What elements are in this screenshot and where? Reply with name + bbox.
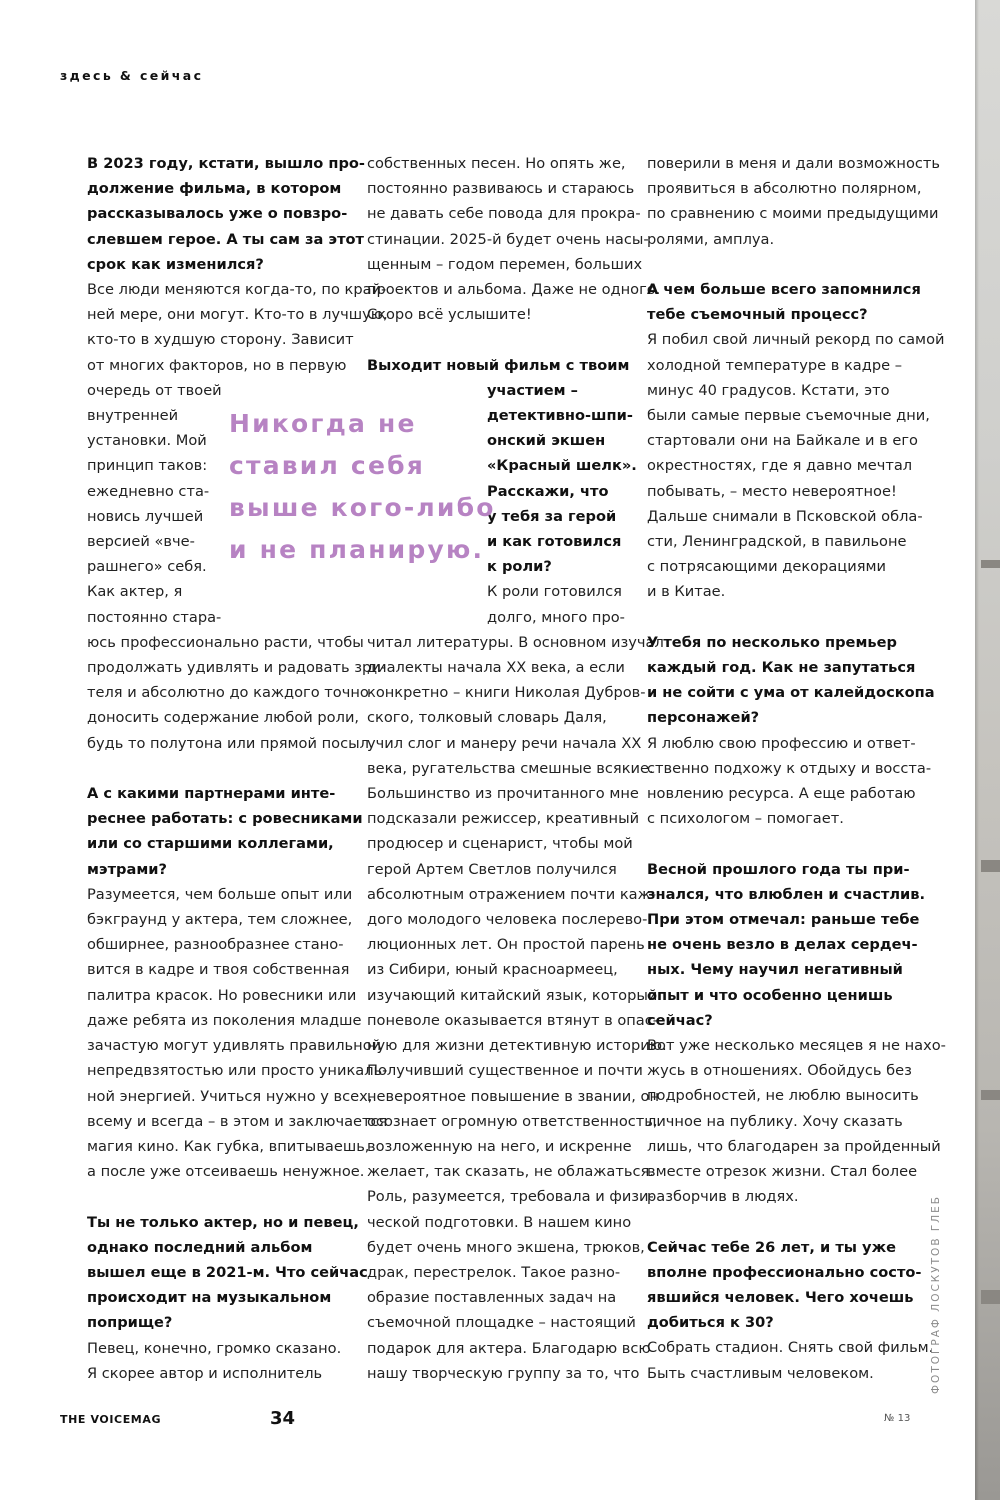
answer-line: подробностей, не люблю выносить (647, 1087, 919, 1105)
answer-line: учил слог и манеру речи начала XX (367, 734, 642, 752)
answer-line: ролями, амплуа. (647, 230, 775, 248)
answer-line: Большинство из прочитанного мне (367, 785, 639, 803)
answer-line: продюсер и сценарист, чтобы мой (367, 835, 633, 853)
answer-line: вместе отрезок жизни. Стал более (647, 1163, 918, 1181)
question-line: явшийся человек. Чего хочешь (647, 1289, 914, 1307)
answer-line: лишь, что благодарен за пройденный (647, 1137, 941, 1155)
answer-line: юсь профессионально расти, чтобы (87, 633, 364, 651)
paragraph-gap (87, 1184, 349, 1209)
question-line: однако последний альбом (87, 1238, 313, 1256)
question-line: Сейчас тебе 26 лет, и ты уже (647, 1238, 896, 1256)
question-line: не очень везло в делах сердеч- (647, 936, 918, 954)
answer-line: Я люблю свою профессию и ответ- (647, 734, 916, 752)
answer-line: очередь от твоей (87, 381, 222, 399)
answer-line: возложенную на него, и искренне (367, 1137, 632, 1155)
answer-line: Как актер, я (87, 583, 183, 601)
answer-line: Я скорее автор и исполнитель (87, 1364, 323, 1382)
answer-line: ежедневно ста- (87, 482, 210, 500)
issue-number: № 13 (884, 1413, 911, 1424)
answer-line: Певец, конечно, громко сказано. (87, 1339, 342, 1357)
column-2 (367, 151, 667, 1386)
answer-line: установки. Мой (87, 432, 207, 450)
question-line: Выходит новый фильм с твоим (367, 356, 630, 374)
answer-line: стартовали они на Байкале и в его (647, 432, 918, 450)
answer-line: проявиться в абсолютно полярном, (647, 180, 922, 198)
paragraph-gap (87, 756, 349, 781)
question-line: каждый год. Как не запутаться (647, 659, 916, 677)
answer-line: непредвзятостью или просто уникаль- (87, 1062, 388, 1080)
question-line: происходит на музыкальном (87, 1289, 332, 1307)
question-line: сейчас? (647, 1011, 713, 1029)
paragraph-gap (647, 1209, 912, 1234)
answer-line: окрестностях, где я давно мечтал (647, 457, 913, 475)
pull-quote-line: Никогда не (229, 409, 417, 438)
question-line: вполне профессионально состо- (647, 1263, 922, 1281)
answer-line: К роли готовился (487, 583, 622, 601)
answer-line: разборчив в людях. (647, 1188, 799, 1206)
question-line: В 2023 году, кстати, вышло про- (87, 155, 365, 172)
section-tag: здесь & сейчас (60, 68, 204, 83)
question-line: должение фильма, в котором (87, 180, 342, 198)
answer-line: личное на публику. Хочу сказать (647, 1112, 903, 1130)
question-line: к роли? (487, 558, 552, 576)
answer-line: обширнее, разнообразнее стано- (87, 936, 344, 954)
question-line: Весной прошлого года ты при- (647, 860, 910, 878)
answer-line: постоянно стара- (87, 608, 222, 626)
question-line: у тебя за герой (487, 507, 617, 525)
answer-line: постоянно развиваюсь и стараюсь (367, 180, 635, 198)
pull-quote-line: выше кого-либо (229, 493, 496, 522)
answer-line: даже ребята из поколения младше (87, 1011, 362, 1029)
photo-edge-strip (975, 0, 1000, 1500)
answer-line: Быть счастливым человеком. (647, 1364, 874, 1382)
answer-line: века, ругательства смешные всякие. (367, 759, 654, 777)
question-line: персонажей? (647, 709, 760, 727)
pull-quote-line: и не планирую. (229, 535, 485, 564)
answer-line: вится в кадре и твоя собственная (87, 961, 350, 979)
answer-line: ского, толковый словарь Даля, (367, 709, 607, 727)
answer-line: ческой подготовки. В нашем кино (367, 1213, 632, 1231)
answer-line: внутренней (87, 407, 179, 425)
answer-line: холодной температуре в кадре – (647, 356, 903, 374)
answer-line: изучающий китайский язык, который (367, 986, 658, 1004)
question-line: участием – (487, 381, 578, 399)
answer-line: всему и всегда – в этом и заключается (87, 1112, 388, 1130)
answer-line: побывать, – место невероятное! (647, 482, 897, 500)
answer-line: из Сибири, юный красноармеец, (367, 961, 618, 979)
question-line: рассказывалось уже о повзро- (87, 205, 348, 223)
answer-line: новись лучшей (87, 507, 204, 525)
answer-line: абсолютным отражением почти каж- (367, 885, 657, 903)
answer-line: продолжать удивлять и радовать зри- (87, 659, 386, 677)
answer-line: теля и абсолютно до каждого точно (87, 684, 369, 702)
answer-line: желает, так сказать, не облажаться. (367, 1163, 654, 1181)
question-line: поприще? (87, 1314, 173, 1332)
question-line: знался, что влюблен и счастлив. (647, 885, 926, 903)
question-line: срок как изменился? (87, 255, 264, 273)
paragraph-gap (647, 831, 912, 856)
answer-line: Собрать стадион. Снять свой фильм. (647, 1339, 934, 1357)
answer-line: поневоле оказывается втянут в опас- (367, 1011, 659, 1029)
question-line: детективно-шпи- (487, 407, 633, 425)
question-line: А чем больше всего запомнился (647, 281, 921, 298)
answer-line: Вот уже несколько месяцев я не нахо- (647, 1037, 946, 1055)
answer-line: были самые первые съемочные дни, (647, 407, 930, 425)
paragraph-gap (647, 252, 912, 277)
answer-line: Разумеется, чем больше опыт или (87, 885, 353, 903)
answer-line: с психологом – помогает. (647, 810, 844, 828)
page-number: 34 (270, 1408, 296, 1429)
question-line: При этом отмечал: раньше тебе (647, 911, 920, 929)
question-line: «Красный шелк». (487, 457, 637, 475)
answer-line: палитра красок. Но ровесники или (87, 986, 357, 1004)
answer-line: с потрясающими декорациями (647, 558, 887, 576)
answer-line: проектов и альбома. Даже не одного. (367, 281, 661, 299)
answer-line: версией «вче- (87, 533, 195, 551)
answer-line: Я побил свой личный рекорд по самой (647, 331, 945, 349)
answer-line: ней мере, они могут. Кто-то в лучшую, (87, 306, 388, 324)
answer-line: будь то полутона или прямой посыл. (87, 734, 374, 752)
question-line: добиться к 30? (647, 1314, 774, 1332)
question-line: У тебя по несколько премьер (647, 633, 897, 651)
answer-line: съемочной площадке – настоящий (367, 1314, 636, 1332)
answer-line: а после уже отсеиваешь ненужное. (87, 1163, 365, 1181)
question-line: тебе съемочный процесс? (647, 306, 868, 324)
answer-line: собственных песен. Но опять же, (367, 155, 626, 172)
answer-line: герой Артем Светлов получился (367, 860, 617, 878)
question-line: и не сойти с ума от калейдоскопа (647, 684, 935, 702)
answer-line: минус 40 градусов. Кстати, это (647, 381, 890, 399)
answer-line: поверили в меня и дали возможность (647, 155, 941, 172)
photo-credit: ФОТОГРАФ ЛОСКУТОВ ГЛЕБ (930, 1195, 942, 1394)
answer-line: кто-то в худшую сторону. Зависит (87, 331, 354, 349)
answer-line: ственно подхожу к отдыху и восста- (647, 759, 932, 777)
answer-line: дого молодого человека послерево- (367, 911, 648, 929)
question-line: А с какими партнерами инте- (87, 785, 336, 803)
answer-line: Роль, разумеется, требовала и физи- (367, 1188, 654, 1206)
question-line: вышел еще в 2021-м. Что сейчас (87, 1263, 368, 1281)
question-line: Ты не только актер, но и певец, (87, 1213, 359, 1231)
paragraph-gap (367, 327, 632, 352)
answer-line: ную для жизни детективную историю. (367, 1037, 667, 1055)
answer-line: образие поставленных задач на (367, 1289, 617, 1307)
answer-line: бэкграунд у актера, тем сложнее, (87, 911, 353, 929)
answer-line: подсказали режиссер, креативный (367, 810, 640, 828)
question-line: опыт и что особенно ценишь (647, 986, 893, 1004)
answer-line: жусь в отношениях. Обойдусь без (647, 1062, 912, 1080)
pull-quote-line: ставил себя (229, 451, 426, 480)
answer-line: читал литературы. В основном изучал (367, 633, 664, 651)
answer-line: невероятное повышение в звании, он (367, 1087, 660, 1105)
answer-line: доносить содержание любой роли, (87, 709, 360, 727)
answer-line: зачастую могут удивлять правильной (87, 1037, 382, 1055)
answer-line: конкретно – книги Николая Дубров- (367, 684, 646, 702)
answer-line: и в Китае. (647, 583, 726, 601)
answer-line: магия кино. Как губка, впитываешь, (87, 1137, 370, 1155)
answer-line: стинации. 2025-й будет очень насы- (367, 230, 649, 248)
answer-line: не давать себе повода для прокра- (367, 205, 641, 223)
question-line: онский экшен (487, 432, 606, 450)
answer-line: подарок для актера. Благодарю всю (367, 1339, 651, 1357)
answer-line: Дальше снимали в Псковской обла- (647, 507, 923, 525)
answer-line: от многих факторов, но в первую (87, 356, 347, 374)
answer-line: Все люди меняются когда-то, по край- (87, 281, 387, 299)
answer-line: щенным – годом перемен, больших (367, 255, 643, 273)
answer-line: осознает огромную ответственность, (367, 1112, 658, 1130)
paragraph-gap (647, 605, 912, 630)
pull-quote (229, 403, 496, 571)
answer-line: принцип таков: (87, 457, 208, 475)
answer-line: люционных лет. Он простой парень (367, 936, 645, 954)
answer-line: диалекты начала XX века, а если (367, 659, 625, 677)
question-line: ных. Чему научил негативный (647, 961, 903, 979)
question-line: Расскажи, что (487, 482, 609, 500)
answer-line: ной энергией. Учиться нужно у всех, (87, 1087, 373, 1105)
answer-line: Получивший существенное и почти (367, 1062, 643, 1080)
answer-line: новлению ресурса. А еще работаю (647, 785, 916, 803)
answer-line: Скоро всё услышите! (367, 306, 532, 324)
answer-line: сти, Ленинградской, в павильоне (647, 533, 907, 551)
question-line: или со старшими коллегами, (87, 835, 334, 853)
answer-line: драк, перестрелок. Такое разно- (367, 1263, 621, 1281)
answer-line: долго, много про- (487, 608, 625, 626)
question-line: слевшем герое. А ты сам за этот (87, 230, 365, 248)
answer-line: по сравнению с моими предыдущими (647, 205, 939, 223)
answer-line: рашнего» себя. (87, 558, 207, 576)
answer-line: нашу творческую группу за то, что (367, 1364, 640, 1382)
question-line: реснее работать: с ровесниками (87, 810, 363, 828)
magazine-brand: THE VOICEMAG (60, 1413, 162, 1426)
answer-line: будет очень много экшена, трюков, (367, 1238, 645, 1256)
question-line: и как готовился (487, 533, 622, 551)
question-line: мэтрами? (87, 860, 167, 878)
